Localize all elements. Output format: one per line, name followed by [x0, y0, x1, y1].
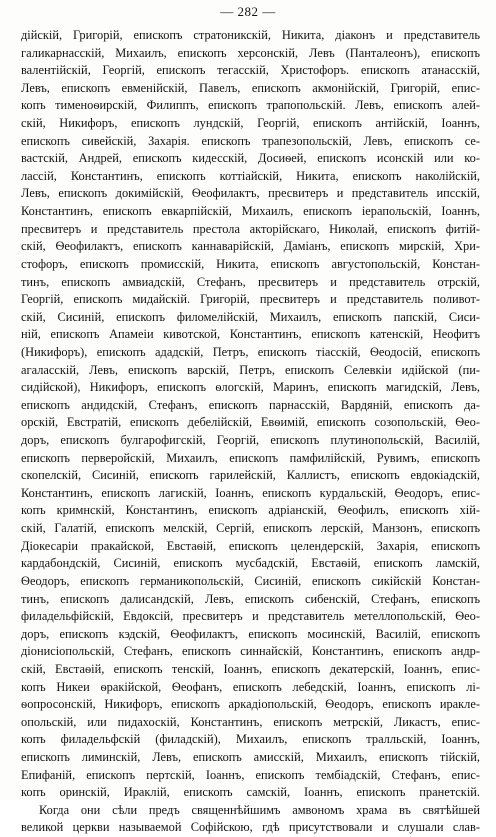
text-line: великой церкви называемой Софійскою, гдѣ присутствовали и слушали слав- [21, 820, 480, 835]
text-line: ѳопросонскій, Никифоръ, епископъ аркадіопольскій, Ѳеодоръ, епископъ иракле- [21, 697, 480, 712]
text-line: Ѳеодоръ, епископъ германикопольскій, Сисиній, епископъ сикійскій Констан- [21, 573, 480, 588]
text-line: валентійскій, Георгій, епископъ тегасскій, Христофоръ. епископъ атанасскій, [21, 63, 480, 78]
text-line: (Никифоръ), епископъ ададскій, Петръ, епископъ тіасскій, Ѳеодосій, епископъ [21, 344, 480, 359]
text-line: діонисіопольскій, Стефанъ, епископъ синнайскій, Константинъ, епископъ андр- [21, 644, 480, 659]
text-line: скій, Сисиній, епископъ филомелійскій, Михаилъ, епископъ папскій, Сиси- [21, 309, 480, 324]
text-line: скій, Ѳеофилактъ, епископъ каннаварійскій, Даміанъ, епископъ мирскій, Хри- [21, 239, 480, 254]
text-line: вастскій, Андрей, епископъ кидесскій, Досиѳей, епископъ исонскій или ко- [21, 151, 480, 166]
text-line: епископъ перверойскій, Михаилъ, епископъ памфилійскій, Рувимъ, епископъ [21, 450, 480, 465]
text-line: тинъ, епископъ далисандскій, Левъ, епископъ сибенскій, Стефанъ, епископъ [21, 591, 480, 606]
text-line: Георгій, епископъ мидайскій. Григорій, пресвитеръ и представитель поливот- [21, 292, 480, 307]
text-line: сидійской), Никифоръ, епископъ ѳлогскій, Маринъ, епископъ магидскій, Левъ, [21, 380, 480, 395]
text-line: Левъ, епископъ евменійскій, Павелъ, епископъ акмонійскій, Григорій, епис- [21, 80, 480, 95]
text-line: Левъ, епископъ докимійскій, Ѳеофилактъ, пресвитеръ и представитель ипсскій, [21, 186, 480, 201]
text-line: кардабондскій, Сисиній, епископъ мусбадскій, Евстаѳій, епископъ ламскій, [21, 556, 480, 571]
text-line: пресвитеръ и представитель престола акторійскаго, Николай, епископъ фитій- [21, 221, 480, 236]
text-line: скій, Евстаѳій, епископъ тенскій, Іоаннъ, епископъ декатерскій, Іоаннъ, епис- [21, 661, 480, 676]
text-line: ній, епископъ Апамеіи кивотской, Константинъ, епископъ катенскій, Неофитъ [21, 327, 480, 342]
text-line: Епифаній, епископъ пертскій, Іоаннъ, епископъ тембіадскій, Стефанъ, епис- [21, 767, 480, 782]
text-line: филадельфійскій, Евдоксій, пресвитеръ и представитель метеллопольскій, Ѳео- [21, 609, 480, 624]
text-line: копъ тименоѳирскій, Филиппъ, епископъ трапопольскій. Левъ, епископъ алей- [21, 98, 480, 113]
text-line: копъ кримнскій, Константинъ, епископъ адріанскій, Ѳеофилъ, епископъ хій- [21, 503, 480, 518]
text-line: опольскій, или пидахоскій, Константинъ, епископъ метрскій, Ликастъ, епис- [21, 714, 480, 729]
text-line: епископъ лиминскій, Левъ, епископъ амисскій, Михаилъ, епископъ тійскій, [21, 749, 480, 764]
text-line: дійскій, Григорій, епископъ стратоникскій, Никита, діаконъ и представитель [21, 28, 480, 42]
text-line: копъ филадельфскій (филадскій), Михаилъ, епископъ тралльскій, Іоаннъ, [21, 732, 480, 747]
text-line: епископъ андидскій, Стефанъ, епископъ парнасскій, Вардяній, епископъ да- [21, 397, 480, 412]
page-number: — 282 — [220, 4, 276, 19]
text-line: доръ, епископъ кэдскій, Ѳеофилактъ, епископъ мосинскій, Василій, епископъ [21, 626, 480, 641]
text-line: Когда они сѣли предъ священнѣйшимъ амвономъ храма въ святѣйшей [39, 802, 480, 817]
text-line: скій, Галатій, епископъ мелскій, Сергій, епископъ лерскій, Манзонъ, епископъ [21, 521, 480, 536]
text-line: скопелскій, Сисиній, епископъ гарилейскій, Каллистъ, епископъ евдокіадскій, [21, 468, 480, 483]
text-line: скій, Никифоръ, епископъ лундскій, Георгій, епископъ антійскій, Іоаннъ, [21, 116, 480, 131]
text-line: орскій, Евстратій, епископъ дебелійскій, Евѳимій, епископъ созопольскій, Ѳео- [21, 415, 480, 430]
text-line: копъ оринскій, Ираклій, епископъ самскій, Іоаннъ, епископъ пранетскій. [21, 785, 480, 800]
text-line: Константинъ, епископъ лагискій, Іоаннъ, епископъ курдальскій, Ѳеодоръ, епис- [21, 485, 480, 500]
text-line: агаласскій, Левъ, епископъ варскій, Петръ, епископъ Селевкіи идійской (пи- [21, 362, 480, 377]
text-line: епископъ сивейскій, Захарія. епископъ трапезопольскій, Левъ, епископъ се- [21, 133, 480, 148]
text-line: тинъ, епископъ амвиадскій, Стефанъ, пресвитеръ и представитель отрскій, [21, 274, 480, 289]
body-text [21, 27, 480, 837]
text-line: копъ Никеи ѳракійской, Ѳеофанъ, епископъ лебедскій, Іоаннъ, епископъ лі- [21, 679, 480, 694]
text-line: галикарнасскій, Михаилъ, епископъ херсонскій, Левъ (Панталеонъ), епископъ [21, 45, 480, 60]
text-line: доръ, епископъ булгарофигскій, Георгій, епископъ плутинопольскій, Василій, [21, 433, 480, 448]
text-line: Константинъ, епископъ евкарпійскій, Михаилъ, епископъ іерапольскій, Іоаннъ, [21, 204, 480, 219]
text-line: Діокесаріи пракайской, Евстаѳій, епископъ целендерскій, Захарія, епископъ [21, 538, 480, 553]
text-line: лассій, Константинъ, епископъ коттіайскій, Никита, епископъ наколійскій, [21, 168, 480, 183]
text-line: стофоръ, епископъ промисскій, Никита, епископъ августопольскій, Констан- [21, 256, 480, 271]
